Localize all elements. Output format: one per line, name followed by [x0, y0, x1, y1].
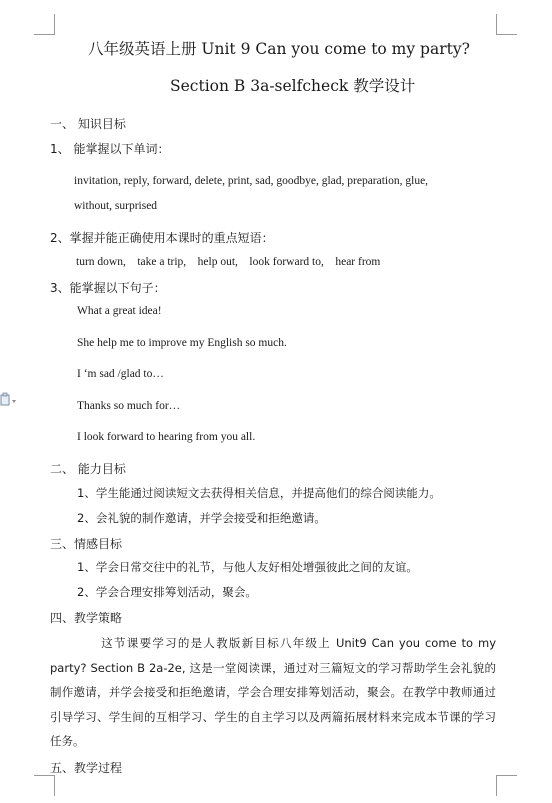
ability-item-1: 1、学生能通过阅读短文去获得相关信息，并提高他们的综合阅读能力。	[77, 486, 441, 500]
corner-mark-bottom-right	[496, 775, 517, 796]
item-sentences: 3、能掌握以下句子：	[50, 281, 166, 295]
section-heading-knowledge: 一、 知识目标	[50, 117, 126, 131]
corner-mark-top-left	[34, 14, 55, 35]
sentence-3: I ‘m sad /glad to…	[77, 368, 164, 380]
corner-mark-top-right	[496, 14, 517, 35]
ability-item-2: 2、会礼貌的制作邀请，并学会接受和拒绝邀请。	[77, 511, 326, 525]
sentence-1: What a great idea!	[77, 305, 162, 317]
document-subtitle: Section B 3a-selfcheck 教学设计	[170, 77, 416, 95]
section-heading-process: 五、教学过程	[50, 761, 123, 775]
strategy-paragraph	[50, 631, 496, 754]
emotion-item-1: 1、学会日常交往中的礼节，与他人友好相处增强彼此之间的友谊。	[77, 560, 418, 574]
item-phrases: 2、掌握并能正确使用本课时的重点短语：	[50, 231, 274, 245]
section-heading-ability: 二、 能力目标	[50, 462, 126, 476]
corner-mark-bottom-left	[34, 775, 55, 796]
sentence-4: Thanks so much for…	[77, 400, 181, 412]
phrases-line: turn down, take a trip, help out, look forward to, hear from	[76, 256, 381, 268]
section-heading-strategy: 四、教学策略	[50, 611, 123, 625]
emotion-item-2: 2、学会合理安排筹划活动，聚会。	[77, 585, 257, 599]
sentence-2: She help me to improve my English so much.	[77, 337, 287, 349]
document-title: 八年级英语上册 Unit 9 Can you come to my party?	[88, 40, 470, 58]
strategy-paragraph-text: 这节课要学习的是人教版新目标八年级上 Unit9 Can you come to my party? Section B 2a-2e, 这是一堂阅读课，通过对三篇短文的学习帮助学生会礼貌的制作邀请，并学会接受和拒绝邀请，学会合理安排筹划活动，聚会。在教学中教师通过引导学习、学生间的互相学习、学生的自主学习以及两篇拓展材料来完成本节课的学习任务。	[50, 636, 496, 748]
paste-options-icon[interactable]	[0, 392, 18, 410]
section-heading-emotion: 三、情感目标	[50, 537, 123, 551]
words-line-1: invitation, reply, forward, delete, print, sad, goodbye, glad, preparation, glue,	[74, 175, 429, 187]
item-vocabulary: 1、 能掌握以下单词：	[50, 142, 170, 156]
words-line-2: without, surprised	[74, 200, 158, 212]
sentence-5: I look forward to hearing from you all.	[77, 431, 256, 443]
